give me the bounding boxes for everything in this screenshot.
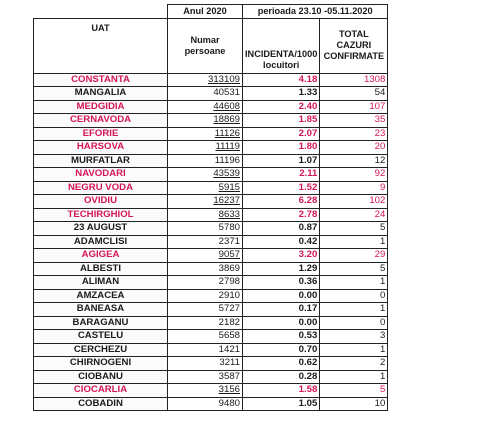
incidence-cell: 0.17 bbox=[243, 303, 320, 317]
table-row bbox=[34, 357, 388, 371]
uat-name-cell: BARAGANU bbox=[34, 316, 168, 330]
period-header: perioada 23.10 -05.11.2020 bbox=[243, 5, 388, 19]
table-row bbox=[34, 235, 388, 249]
table-row bbox=[34, 73, 388, 87]
incidence-cell: 0.28 bbox=[243, 370, 320, 384]
population-cell bbox=[168, 87, 243, 101]
total-cases-cell: 12 bbox=[320, 154, 388, 168]
incidence-cell: 0.42 bbox=[243, 235, 320, 249]
population-value: 40531 bbox=[213, 87, 240, 98]
population-cell bbox=[168, 330, 243, 344]
table-row bbox=[34, 154, 388, 168]
uat-name-cell: CHIRNOGENI bbox=[34, 357, 168, 371]
population-cell bbox=[168, 181, 243, 195]
table-row bbox=[34, 208, 388, 222]
population-cell bbox=[168, 249, 243, 263]
incidence-cell: 0.36 bbox=[243, 276, 320, 290]
incidence-cell: 6.28 bbox=[243, 195, 320, 209]
table-row bbox=[34, 289, 388, 303]
total-cases-cell: 35 bbox=[320, 114, 388, 128]
population-value: 3869 bbox=[218, 262, 240, 274]
incidence-cell: 1.33 bbox=[243, 87, 320, 101]
uat-name-cell: ALBESTI bbox=[34, 262, 168, 276]
uat-name-cell: CIOBANU bbox=[34, 370, 168, 384]
incidence-cell: 1.07 bbox=[243, 154, 320, 168]
uat-name-cell: OVIDIU bbox=[34, 195, 168, 209]
uat-name-cell: CASTELU bbox=[34, 330, 168, 344]
total-cases-cell: 5 bbox=[320, 384, 388, 398]
total-cases-cell: 54 bbox=[320, 87, 388, 101]
total-cases-cell: 1 bbox=[320, 343, 388, 357]
population-value: 5915 bbox=[218, 181, 240, 193]
incidence-cell: 1.29 bbox=[243, 262, 320, 276]
table-row bbox=[34, 127, 388, 141]
incidence-cell: 2.40 bbox=[243, 100, 320, 114]
column-header-uat: UAT bbox=[34, 18, 168, 73]
uat-name-cell: COBADIN bbox=[34, 397, 168, 411]
incidence-cell: 3.20 bbox=[243, 249, 320, 263]
population-cell bbox=[168, 114, 243, 128]
population-cell bbox=[168, 235, 243, 249]
table-row bbox=[34, 330, 388, 344]
population-cell bbox=[168, 343, 243, 357]
table-row bbox=[34, 168, 388, 182]
uat-name-cell: ADAMCLISI bbox=[34, 235, 168, 249]
uat-name-cell: CERCHEZU bbox=[34, 343, 168, 357]
total-cases-cell: 3 bbox=[320, 330, 388, 344]
table-row bbox=[34, 316, 388, 330]
uat-name-cell: NAVODARI bbox=[34, 168, 168, 182]
total-cases-cell: 1 bbox=[320, 370, 388, 384]
population-cell bbox=[168, 195, 243, 209]
table-row bbox=[34, 114, 388, 128]
population-value: 43539 bbox=[213, 168, 240, 179]
table-row bbox=[34, 343, 388, 357]
incidence-cell: 2.78 bbox=[243, 208, 320, 222]
total-cases-cell: 1308 bbox=[320, 73, 388, 87]
population-value: 3156 bbox=[218, 384, 240, 395]
column-header-population: Numar persoane bbox=[168, 18, 243, 73]
incidence-cell: 1.52 bbox=[243, 181, 320, 195]
population-value: 1421 bbox=[218, 343, 240, 355]
population-value: 18869 bbox=[213, 114, 240, 125]
population-value: 8633 bbox=[218, 208, 240, 220]
total-cases-cell: 92 bbox=[320, 168, 388, 182]
total-cases-cell: 24 bbox=[320, 208, 388, 222]
uat-name-cell: ALIMAN bbox=[34, 276, 168, 290]
population-value: 44608 bbox=[213, 100, 240, 112]
population-cell bbox=[168, 384, 243, 398]
total-cases-cell: 10 bbox=[320, 397, 388, 411]
table-row bbox=[34, 249, 388, 263]
total-cases-cell: 1 bbox=[320, 235, 388, 249]
population-cell bbox=[168, 73, 243, 87]
uat-name-cell: NEGRU VODA bbox=[34, 181, 168, 195]
population-cell bbox=[168, 357, 243, 371]
uat-name-cell: CIOCARLIA bbox=[34, 384, 168, 398]
table-row bbox=[34, 303, 388, 317]
table-row bbox=[34, 141, 388, 155]
total-cases-cell: 0 bbox=[320, 316, 388, 330]
total-cases-cell: 20 bbox=[320, 141, 388, 155]
total-cases-cell: 5 bbox=[320, 262, 388, 276]
population-cell bbox=[168, 303, 243, 317]
uat-name-cell: HARSOVA bbox=[34, 141, 168, 155]
population-value: 11126 bbox=[214, 127, 240, 139]
table-row bbox=[34, 87, 388, 101]
population-cell bbox=[168, 397, 243, 411]
table-row bbox=[34, 262, 388, 276]
uat-name-cell: MEDGIDIA bbox=[34, 100, 168, 114]
incidence-cell: 1.58 bbox=[243, 384, 320, 398]
population-value: 2371 bbox=[218, 235, 240, 247]
total-cases-cell: 29 bbox=[320, 249, 388, 263]
incidence-cell: 0.53 bbox=[243, 330, 320, 344]
year-header: Anul 2020 bbox=[168, 5, 243, 19]
incidence-cell: 0.70 bbox=[243, 343, 320, 357]
incidence-cell: 0.87 bbox=[243, 222, 320, 236]
incidence-cell: 0.00 bbox=[243, 289, 320, 303]
population-value: 11196 bbox=[214, 154, 240, 166]
population-value: 16237 bbox=[213, 195, 240, 206]
table-row bbox=[34, 100, 388, 114]
population-value: 5658 bbox=[218, 330, 240, 341]
uat-name-cell: 23 AUGUST bbox=[34, 222, 168, 236]
population-value: 11119 bbox=[215, 141, 240, 152]
table-row bbox=[34, 181, 388, 195]
uat-name-cell: CONSTANTA bbox=[34, 73, 168, 87]
population-cell bbox=[168, 154, 243, 168]
total-cases-cell: 102 bbox=[320, 195, 388, 209]
total-cases-cell: 1 bbox=[320, 303, 388, 317]
uat-cases-table bbox=[33, 4, 388, 411]
population-cell bbox=[168, 208, 243, 222]
header-blank-cell bbox=[34, 5, 168, 19]
incidence-cell: 1.80 bbox=[243, 141, 320, 155]
table-row bbox=[34, 195, 388, 209]
population-value: 9057 bbox=[218, 249, 240, 260]
population-cell bbox=[168, 100, 243, 114]
uat-name-cell: MURFATLAR bbox=[34, 154, 168, 168]
column-header-incidence: INCIDENTA/1000 locuitori bbox=[243, 18, 320, 73]
total-cases-cell: 9 bbox=[320, 181, 388, 195]
incidence-cell: 4.18 bbox=[243, 73, 320, 87]
total-cases-cell: 2 bbox=[320, 357, 388, 371]
uat-name-cell: AMZACEA bbox=[34, 289, 168, 303]
population-cell bbox=[168, 222, 243, 236]
population-value: 313109 bbox=[207, 73, 240, 85]
population-value: 2798 bbox=[218, 276, 240, 287]
total-cases-cell: 0 bbox=[320, 289, 388, 303]
population-cell bbox=[168, 262, 243, 276]
table-row bbox=[34, 384, 388, 398]
table-row bbox=[34, 276, 388, 290]
uat-name-cell: TECHIRGHIOL bbox=[34, 208, 168, 222]
table-row bbox=[34, 370, 388, 384]
population-cell bbox=[168, 141, 243, 155]
population-value: 2182 bbox=[218, 316, 240, 328]
population-cell bbox=[168, 316, 243, 330]
total-cases-cell: 107 bbox=[320, 100, 388, 114]
column-header-total: TOTAL CAZURI CONFIRMATE bbox=[320, 18, 388, 73]
header-row-top bbox=[34, 5, 388, 19]
header-row-columns bbox=[34, 18, 388, 73]
incidence-cell: 2.07 bbox=[243, 127, 320, 141]
population-cell bbox=[168, 168, 243, 182]
uat-name-cell: CERNAVODA bbox=[34, 114, 168, 128]
incidence-cell: 0.62 bbox=[243, 357, 320, 371]
population-value: 9480 bbox=[218, 397, 240, 409]
population-value: 5780 bbox=[218, 222, 240, 233]
population-cell bbox=[168, 370, 243, 384]
population-cell bbox=[168, 127, 243, 141]
incidence-cell: 0.00 bbox=[243, 316, 320, 330]
total-cases-cell: 5 bbox=[320, 222, 388, 236]
total-cases-cell: 23 bbox=[320, 127, 388, 141]
population-cell bbox=[168, 289, 243, 303]
population-cell bbox=[168, 276, 243, 290]
uat-name-cell: EFORIE bbox=[34, 127, 168, 141]
uat-name-cell: MANGALIA bbox=[34, 87, 168, 101]
table-row bbox=[34, 222, 388, 236]
population-value: 3587 bbox=[218, 370, 240, 382]
population-value: 2910 bbox=[218, 289, 240, 301]
uat-name-cell: AGIGEA bbox=[34, 249, 168, 263]
population-value: 3211 bbox=[219, 357, 240, 368]
uat-name-cell: BANEASA bbox=[34, 303, 168, 317]
total-cases-cell: 1 bbox=[320, 276, 388, 290]
incidence-cell: 1.85 bbox=[243, 114, 320, 128]
population-value: 5727 bbox=[218, 303, 240, 314]
table-row bbox=[34, 397, 388, 411]
incidence-cell: 2.11 bbox=[243, 168, 320, 182]
incidence-cell: 1.05 bbox=[243, 397, 320, 411]
